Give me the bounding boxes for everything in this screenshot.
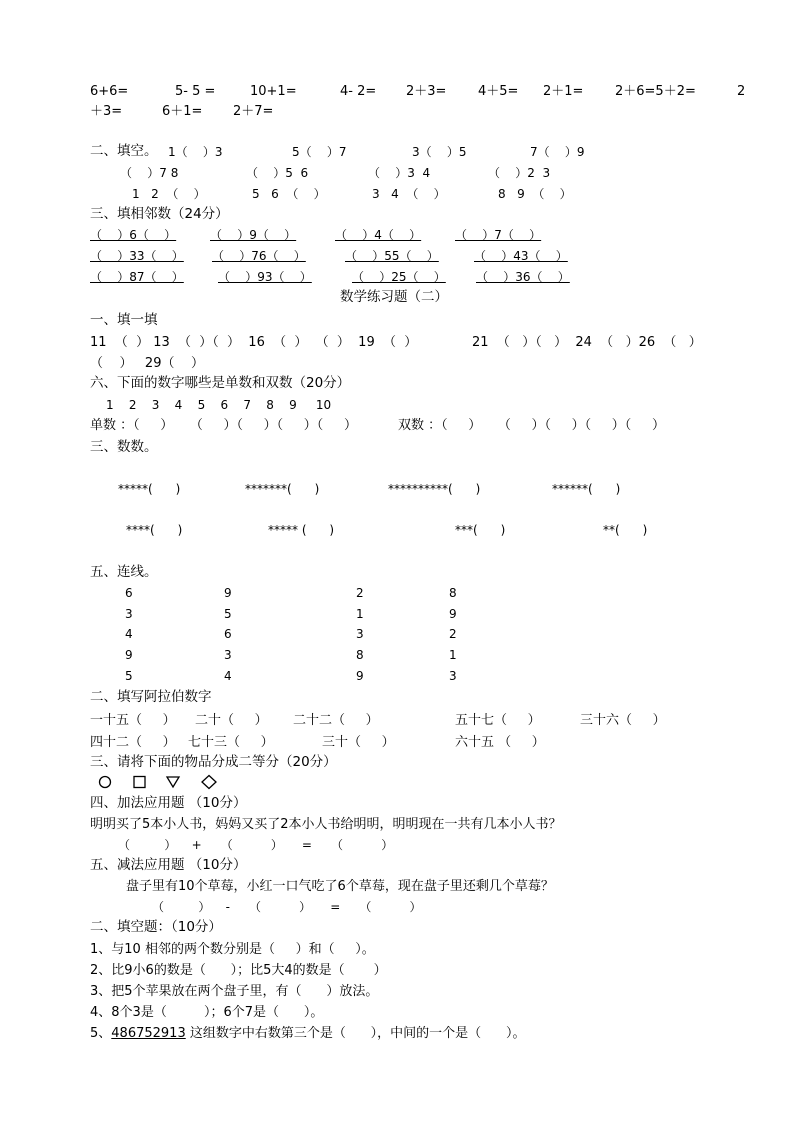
arabic-item: 二十（ ） bbox=[195, 713, 268, 728]
blank-item: 3（ ）5 bbox=[412, 145, 467, 159]
neighbor-item: （ ）93（ ） bbox=[218, 270, 312, 284]
neighbor-item: （ ）7（ ） bbox=[455, 228, 542, 242]
section-heading: 三、数数。 bbox=[90, 439, 158, 455]
count-item: ****( ) bbox=[126, 523, 183, 537]
count-item: *****( ) bbox=[118, 482, 181, 496]
equation: 6＋1= bbox=[162, 104, 203, 119]
connect-col2-item: 6 bbox=[224, 627, 232, 641]
digit-string: 486752913 bbox=[111, 1026, 186, 1041]
equation: 2＋6=5＋2= bbox=[615, 84, 696, 99]
question-text: 这组数字中右数第三个是（ ），中间的一个是（ ）。 bbox=[185, 1026, 526, 1041]
blank-item: 5（ ）7 bbox=[292, 145, 347, 159]
blank-item: （ ）2 3 bbox=[488, 166, 551, 180]
connect-col2-item: 4 bbox=[224, 669, 232, 683]
count-item: *******( ) bbox=[245, 482, 320, 496]
odd-line: 单数 ：（ ） （ ）（ ）（ ）（ ） bbox=[90, 418, 357, 433]
question: 4、8个3是（ ）；6个7是（ ）。 bbox=[90, 1005, 324, 1020]
neighbor-item: （ ）33（ ） bbox=[90, 249, 184, 263]
page-title: 数学练习题（二） bbox=[340, 289, 448, 305]
blank-item: 1 2 （ ） bbox=[132, 187, 206, 201]
count-item: **********( ) bbox=[388, 482, 481, 496]
connect-col4-item: 8 bbox=[449, 586, 457, 600]
connect-col4-item: 1 bbox=[449, 648, 457, 662]
neighbor-item: （ ）25（ ） bbox=[352, 270, 446, 284]
number-list: 1 2 3 4 5 6 7 8 9 10 bbox=[106, 398, 332, 412]
equation: 2 bbox=[737, 84, 746, 99]
section-heading: 五、连线。 bbox=[90, 564, 158, 580]
shape-row bbox=[96, 774, 246, 790]
neighbor-item: （ ）87（ ） bbox=[90, 270, 184, 284]
blank-item: 8 9 （ ） bbox=[498, 187, 572, 201]
section-heading: 三、请将下面的物品分成二等分（20分） bbox=[90, 754, 337, 770]
formula: （ ） + （ ） = （ ） bbox=[118, 838, 394, 852]
blank-item: 1（ ）3 bbox=[168, 145, 223, 159]
connect-col2-item: 5 bbox=[224, 607, 232, 621]
connect-col1-item: 6 bbox=[125, 586, 133, 600]
connect-col2-item: 3 bbox=[224, 648, 232, 662]
connect-col1-item: 5 bbox=[125, 669, 133, 683]
neighbor-item: （ ）36（ ） bbox=[476, 270, 570, 284]
blank-item: 5 6 （ ） bbox=[252, 187, 326, 201]
equation: 4＋5= bbox=[478, 84, 519, 99]
word-problem: 明明买了5本小人书，妈妈又买了2本小人书给明明，明明现在一共有几本小人书？ bbox=[90, 817, 562, 832]
question: 5、486752913 这组数字中右数第三个是（ ），中间的一个是（ ）。 bbox=[90, 1026, 526, 1041]
section-heading: 二、填空。 bbox=[90, 143, 158, 159]
section-heading: 六、下面的数字哪些是单数和双数（20分） bbox=[90, 375, 351, 391]
equation: 5- 5 = bbox=[175, 84, 216, 99]
blank-item: 3 4 （ ） bbox=[372, 187, 446, 201]
equation: 2＋3= bbox=[406, 84, 447, 99]
circle-icon bbox=[100, 777, 111, 788]
diamond-icon bbox=[202, 776, 216, 789]
blank-item: （ ）5 6 bbox=[246, 166, 309, 180]
connect-col4-item: 3 bbox=[449, 669, 457, 683]
arabic-item: 七十三（ ） bbox=[188, 735, 274, 750]
equation: 4- 2= bbox=[340, 84, 377, 99]
connect-col1-item: 3 bbox=[125, 607, 133, 621]
neighbor-item: （ ）6（ ） bbox=[90, 228, 177, 242]
connect-col1-item: 9 bbox=[125, 648, 133, 662]
connect-col3-item: 3 bbox=[356, 627, 364, 641]
sequence-line: 21 （ ）（ ） 24 （ ）26 （ ） bbox=[472, 335, 702, 350]
arabic-item: 五十七（ ） bbox=[455, 713, 541, 728]
count-item: ******( ) bbox=[552, 482, 621, 496]
arabic-item: 二十二（ ） bbox=[293, 713, 379, 728]
neighbor-item: （ ）4（ ） bbox=[335, 228, 422, 242]
arabic-item: 四十二（ ） bbox=[90, 735, 176, 750]
equation: ＋3= bbox=[90, 104, 123, 119]
question: 3、把5个苹果放在两个盘子里，有（ ）放法。 bbox=[90, 984, 379, 999]
arabic-item: 三十（ ） bbox=[322, 735, 395, 750]
arabic-item: 六十五 （ ） bbox=[455, 735, 545, 750]
equation: 6+6= bbox=[90, 84, 129, 99]
count-item: ***( ) bbox=[455, 523, 506, 537]
count-item: **( ) bbox=[603, 523, 648, 537]
arabic-item: 一十五（ ） bbox=[90, 713, 176, 728]
connect-col2-item: 9 bbox=[224, 586, 232, 600]
section-heading: 四、加法应用题 （10分） bbox=[90, 795, 247, 811]
neighbor-item: （ ）76（ ） bbox=[212, 249, 306, 263]
sequence-line: （ ） 29（ ） bbox=[90, 356, 204, 371]
equation: 2＋1= bbox=[543, 84, 584, 99]
question: 1、与10 相邻的两个数分别是（ ）和（ ）。 bbox=[90, 942, 375, 957]
section-heading: 三、填相邻数（24分） bbox=[90, 206, 229, 222]
neighbor-item: （ ）43（ ） bbox=[474, 249, 568, 263]
section-heading: 二、填写阿拉伯数字 bbox=[90, 689, 212, 705]
connect-col3-item: 1 bbox=[356, 607, 364, 621]
triangle-icon bbox=[167, 777, 179, 787]
question: 2、比9小6的数是（ ）；比5大4的数是（ ） bbox=[90, 963, 387, 978]
neighbor-item: （ ）9（ ） bbox=[210, 228, 297, 242]
equation: 2＋7= bbox=[233, 104, 274, 119]
section-heading: 五、减法应用题 （10分） bbox=[90, 857, 247, 873]
count-item: ***** ( ) bbox=[268, 523, 335, 537]
section-heading: 一、填一填 bbox=[90, 312, 158, 328]
connect-col3-item: 8 bbox=[356, 648, 364, 662]
even-line: 双数 ：（ ） （ ）（ ）（ ）（ ） bbox=[398, 418, 665, 433]
connect-col3-item: 2 bbox=[356, 586, 364, 600]
blank-item: （ ）3 4 bbox=[368, 166, 431, 180]
connect-col4-item: 2 bbox=[449, 627, 457, 641]
sequence-line: 11 （ ） 13 （ ）（ ） 16 （ ） （ ） 19 （ ） bbox=[90, 335, 418, 350]
blank-item: （ ）7 8 bbox=[120, 166, 179, 180]
section-heading: 二、填空题：（10分） bbox=[90, 919, 222, 935]
neighbor-item: （ ）55（ ） bbox=[345, 249, 439, 263]
equation: 10+1= bbox=[250, 84, 297, 99]
connect-col1-item: 4 bbox=[125, 627, 133, 641]
arabic-item: 三十六（ ） bbox=[580, 713, 666, 728]
connect-col4-item: 9 bbox=[449, 607, 457, 621]
connect-col3-item: 9 bbox=[356, 669, 364, 683]
formula: （ ） - （ ） = （ ） bbox=[152, 900, 422, 914]
blank-item: 7（ ）9 bbox=[530, 145, 585, 159]
square-icon bbox=[134, 777, 145, 788]
word-problem: 盘子里有10个草莓，小红一口气吃了6个草莓，现在盘子里还剩几个草莓？ bbox=[126, 879, 554, 894]
